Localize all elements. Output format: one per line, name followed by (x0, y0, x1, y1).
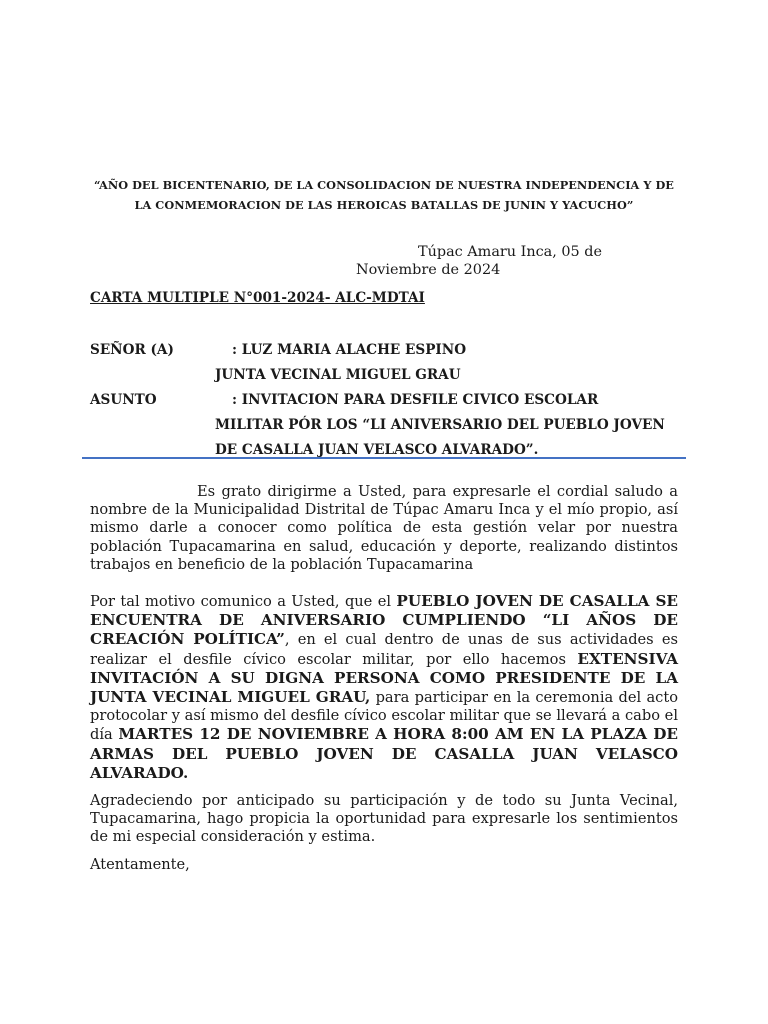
addressee-label: SEÑOR (A) (90, 342, 174, 358)
subject-label: ASUNTO (90, 392, 157, 408)
subject-line-2: MILITAR PÓR LOS “LI ANIVERSARIO DEL PUEBLO JOVEN (215, 417, 665, 433)
subject-line-3: DE CASALLA JUAN VELASCO ALVARADO”. (215, 442, 539, 458)
addressee-name: : LUZ MARIA ALACHE ESPINO (232, 342, 467, 358)
paragraph-thanks: Agradeciendo por anticipado su participación y de todo su Junta Vecinal, Tupacamarina, hago propicia la oportunidad para expresarle los sentimientos de mi especial consideración y estima. (90, 792, 678, 846)
paragraph-greeting (90, 483, 678, 574)
closing-salutation: Atentamente, (90, 856, 190, 873)
subject-line-1: : INVITACION PARA DESFILE CIVICO ESCOLAR (232, 392, 599, 408)
addressee-position: JUNTA VECINAL MIGUEL GRAU (215, 367, 461, 383)
date-line-1: Túpac Amaru Inca, 05 de (418, 244, 602, 260)
invitation-text-1: Por tal motivo comunico a Usted, que el (90, 593, 397, 610)
invitation-bold-3: MARTES 12 DE NOVIEMBRE A HORA 8:00 AM EN LA PLAZA DE ARMAS DEL PUEBLO JOVEN DE CASALLA JUAN VELASCO ALVARADO. (90, 725, 678, 782)
year-title: “AÑO DEL BICENTENARIO, DE LA CONSOLIDACION DE NUESTRA INDEPENDENCIA Y DE LA CONMEMORACION DE LAS HEROICAS BATALLAS DE JUNIN Y YACUCHO” (94, 178, 674, 212)
invitation-text-2: , en el cual dentro de unas de sus actividades es realizar el desfile cívico escolar militar, por ello hacemos (90, 631, 678, 668)
header-divider (82, 457, 686, 459)
letter-date (356, 243, 616, 279)
paragraph-greeting-text: Es grato dirigirme a Usted, para expresarle el cordial saludo a nombre de la Municipalidad Distrital de Túpac Amaru Inca y el mío propio, así mismo darle a conocer como política de esta gestión velar por nuestra población Tupacamarina en salud, educación y deporte, realizando distintos trabajos en beneficio de la población Tupacamarina (90, 483, 678, 573)
reference-number: CARTA MULTIPLE N°001-2024- ALC-MDTAI (90, 290, 425, 306)
invitation-bold-1: PUEBLO JOVEN DE CASALLA SE ENCUENTRA DE ANIVERSARIO CUMPLIENDO “LI AÑOS DE CREACIÓN POLÍTICA” (90, 592, 678, 649)
date-line-2: Noviembre de 2024 (356, 262, 501, 278)
invitation-bold-2: EXTENSIVA INVITACIÓN A SU DIGNA PERSONA COMO PRESIDENTE DE LA JUNTA VECINAL MIGUEL GRAU, (90, 649, 678, 707)
invitation-text-3: para participar en la ceremonia del acto protocolar y así mismo del desfile cívico escolar militar que se llevará a cabo el día (90, 689, 678, 744)
paragraph-invitation (90, 592, 678, 783)
